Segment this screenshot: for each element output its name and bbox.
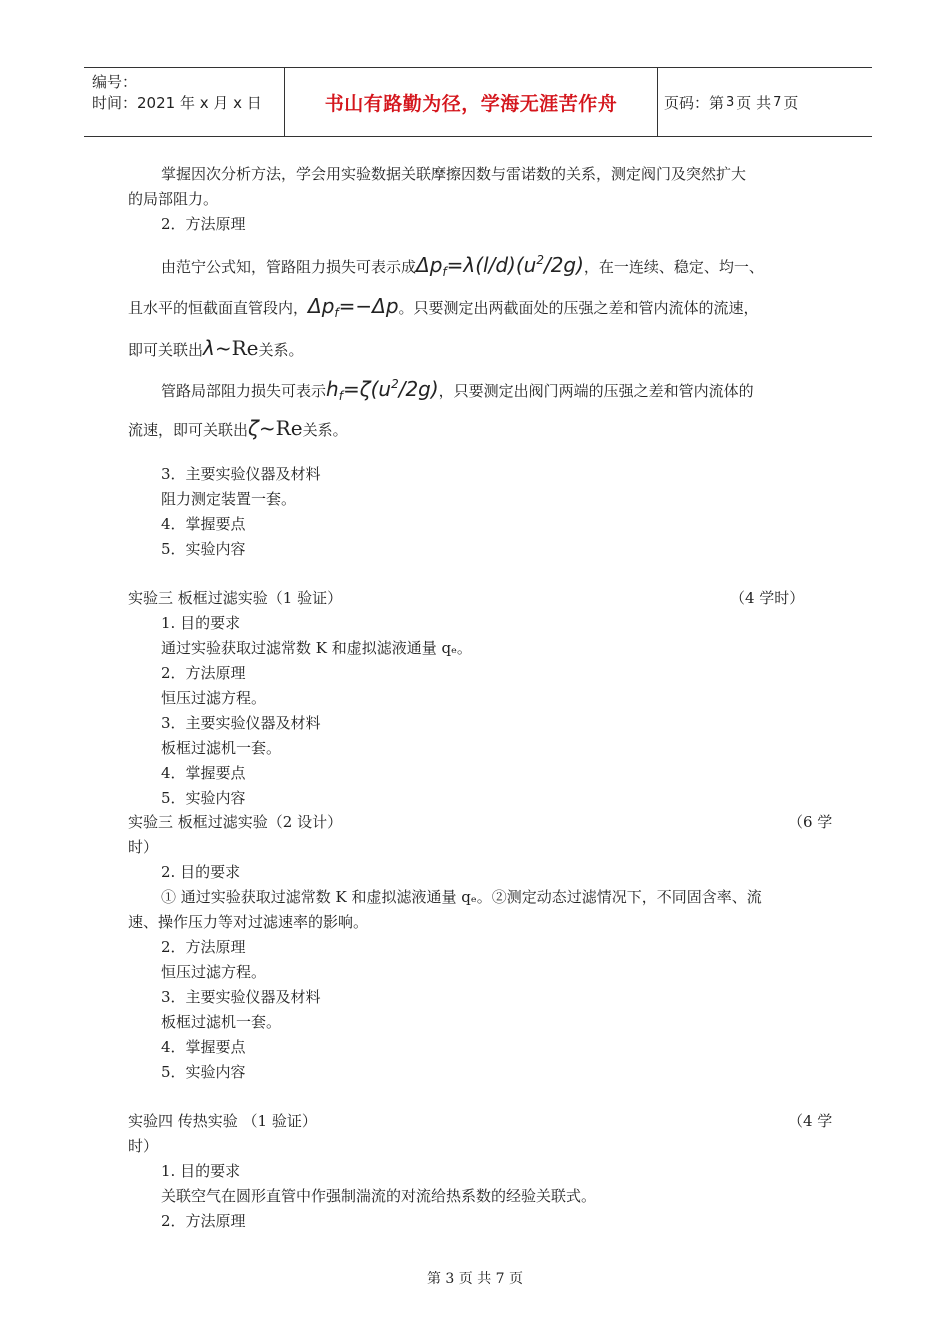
experiment-hours: 时） <box>128 838 159 856</box>
lambda-symbol: λ <box>203 336 215 360</box>
doc-id-label: 编号： <box>92 73 138 91</box>
experiment-title: 实验三 板框过滤实验（1 验证） <box>128 589 343 607</box>
section-heading: 4．掌握要点 <box>161 515 246 533</box>
section-heading: 5．实验内容 <box>161 540 246 558</box>
header-page-info <box>658 68 878 136</box>
formula-sup: 2 <box>536 253 544 267</box>
section-heading: 5．实验内容 <box>161 789 246 807</box>
paragraph-line: 的局部阻力。 <box>128 190 219 208</box>
re-relation: ~Re <box>258 416 303 440</box>
experiment-title: 实验三 板框过滤实验（2 设计） <box>128 813 343 831</box>
paragraph-line: 阻力测定装置一套。 <box>161 490 297 508</box>
section-heading: 1. 目的要求 <box>161 614 241 632</box>
section-heading: 5．实验内容 <box>161 1063 246 1081</box>
formula-line <box>128 418 348 440</box>
paragraph-line: 通过实验获取过滤常数 K 和虚拟滤液通量 qₑ。 <box>161 639 472 657</box>
page-number: 3 <box>726 94 735 110</box>
formula-part: Δp <box>416 253 443 277</box>
formula-part: /2g) <box>543 253 584 277</box>
text-run: 关系。 <box>302 421 348 439</box>
formula-part: Δp <box>308 294 335 318</box>
page-mid: 页 共 <box>736 93 772 112</box>
text-run: 关系。 <box>258 341 304 359</box>
fanning-formula <box>416 253 584 277</box>
paragraph-line: 掌握因次分析方法，学会用实验数据关联摩擦因数与雷诺数的关系，测定阀门及突然扩大 <box>161 165 747 183</box>
formula-sub: f <box>334 306 339 320</box>
header-motto-cell <box>284 68 658 136</box>
formula-sup: 2 <box>391 377 399 391</box>
page-footer: 第 3 页 共 7 页 <box>426 1271 524 1287</box>
section-heading: 2. 目的要求 <box>161 863 241 881</box>
paragraph-line: 恒压过滤方程。 <box>161 963 267 981</box>
section-heading: 4．掌握要点 <box>161 764 246 782</box>
paragraph-line: 恒压过滤方程。 <box>161 689 267 707</box>
formula-sub: f <box>338 389 343 403</box>
experiment-hours: 时） <box>128 1137 159 1155</box>
section-heading: 4．掌握要点 <box>161 1038 246 1056</box>
formula-part: =−Δp <box>338 294 399 318</box>
page-total: 7 <box>773 94 782 110</box>
formula-part: =λ(l/d)(u <box>446 253 537 277</box>
section-heading: 3．主要实验仪器及材料 <box>161 465 321 483</box>
text-run: 由范宁公式知，管路阻力损失可表示成 <box>161 258 417 276</box>
formula-line <box>128 338 304 360</box>
section-heading: 2．方法原理 <box>161 664 246 682</box>
section-heading: 2．方法原理 <box>161 938 246 956</box>
formula-line <box>161 374 754 406</box>
text-run: 且水平的恒截面直管段内， <box>128 299 309 317</box>
section-heading: 2．方法原理 <box>161 1212 246 1230</box>
text-run: 流速，即可关联出 <box>128 421 249 439</box>
formula-line <box>128 296 759 323</box>
page-suffix: 页 <box>783 93 799 112</box>
pressure-formula <box>308 294 399 318</box>
doc-time-label: 时间：2021 年 x 月 x 日 <box>92 94 262 112</box>
paragraph-line: 关联空气在圆形直管中作强制湍流的对流给热系数的经验关联式。 <box>161 1187 597 1205</box>
experiment-title: 实验四 传热实验 （1 验证） <box>128 1112 317 1130</box>
paragraph-line: 速、操作压力等对过滤速率的影响。 <box>128 913 369 931</box>
formula-part: h <box>326 377 339 401</box>
text-run: 。只要测定出两截面处的压强之差和管内流体的流速， <box>398 299 759 317</box>
experiment-hours: （6 学 <box>788 813 833 831</box>
page-header <box>84 67 872 137</box>
zeta-symbol: ζ <box>248 416 259 440</box>
experiment-hours: （4 学时） <box>730 589 805 607</box>
header-motto: 书山有路勤为径，学海无涯苦作舟 <box>324 92 618 115</box>
experiment-hours: （4 学 <box>788 1112 833 1130</box>
section-heading: 2．方法原理 <box>161 215 246 233</box>
text-run: ，只要测定出阀门两端的压强之差和管内流体的 <box>438 382 754 400</box>
paragraph-line: 板框过滤机一套。 <box>161 739 282 757</box>
page-prefix: 页码：第 <box>664 93 725 112</box>
re-relation: ~Re <box>214 336 259 360</box>
paragraph-line: 板框过滤机一套。 <box>161 1013 282 1031</box>
text-run: 管路局部阻力损失可表示 <box>161 382 327 400</box>
formula-line <box>161 250 764 282</box>
paragraph-line: ① 通过实验获取过滤常数 K 和虚拟滤液通量 qₑ。②测定动态过滤情况下，不同固含率、流 <box>161 888 762 906</box>
section-heading: 3．主要实验仪器及材料 <box>161 714 321 732</box>
section-heading: 3．主要实验仪器及材料 <box>161 988 321 1006</box>
header-info <box>84 68 284 136</box>
formula-sub: f <box>442 265 447 279</box>
text-run: 即可关联出 <box>128 341 204 359</box>
text-run: ，在一连续、稳定、均一、 <box>583 258 764 276</box>
section-heading: 1. 目的要求 <box>161 1162 241 1180</box>
local-loss-formula <box>326 377 439 401</box>
formula-part: /2g) <box>398 377 439 401</box>
formula-part: =ζ(u <box>342 377 392 401</box>
